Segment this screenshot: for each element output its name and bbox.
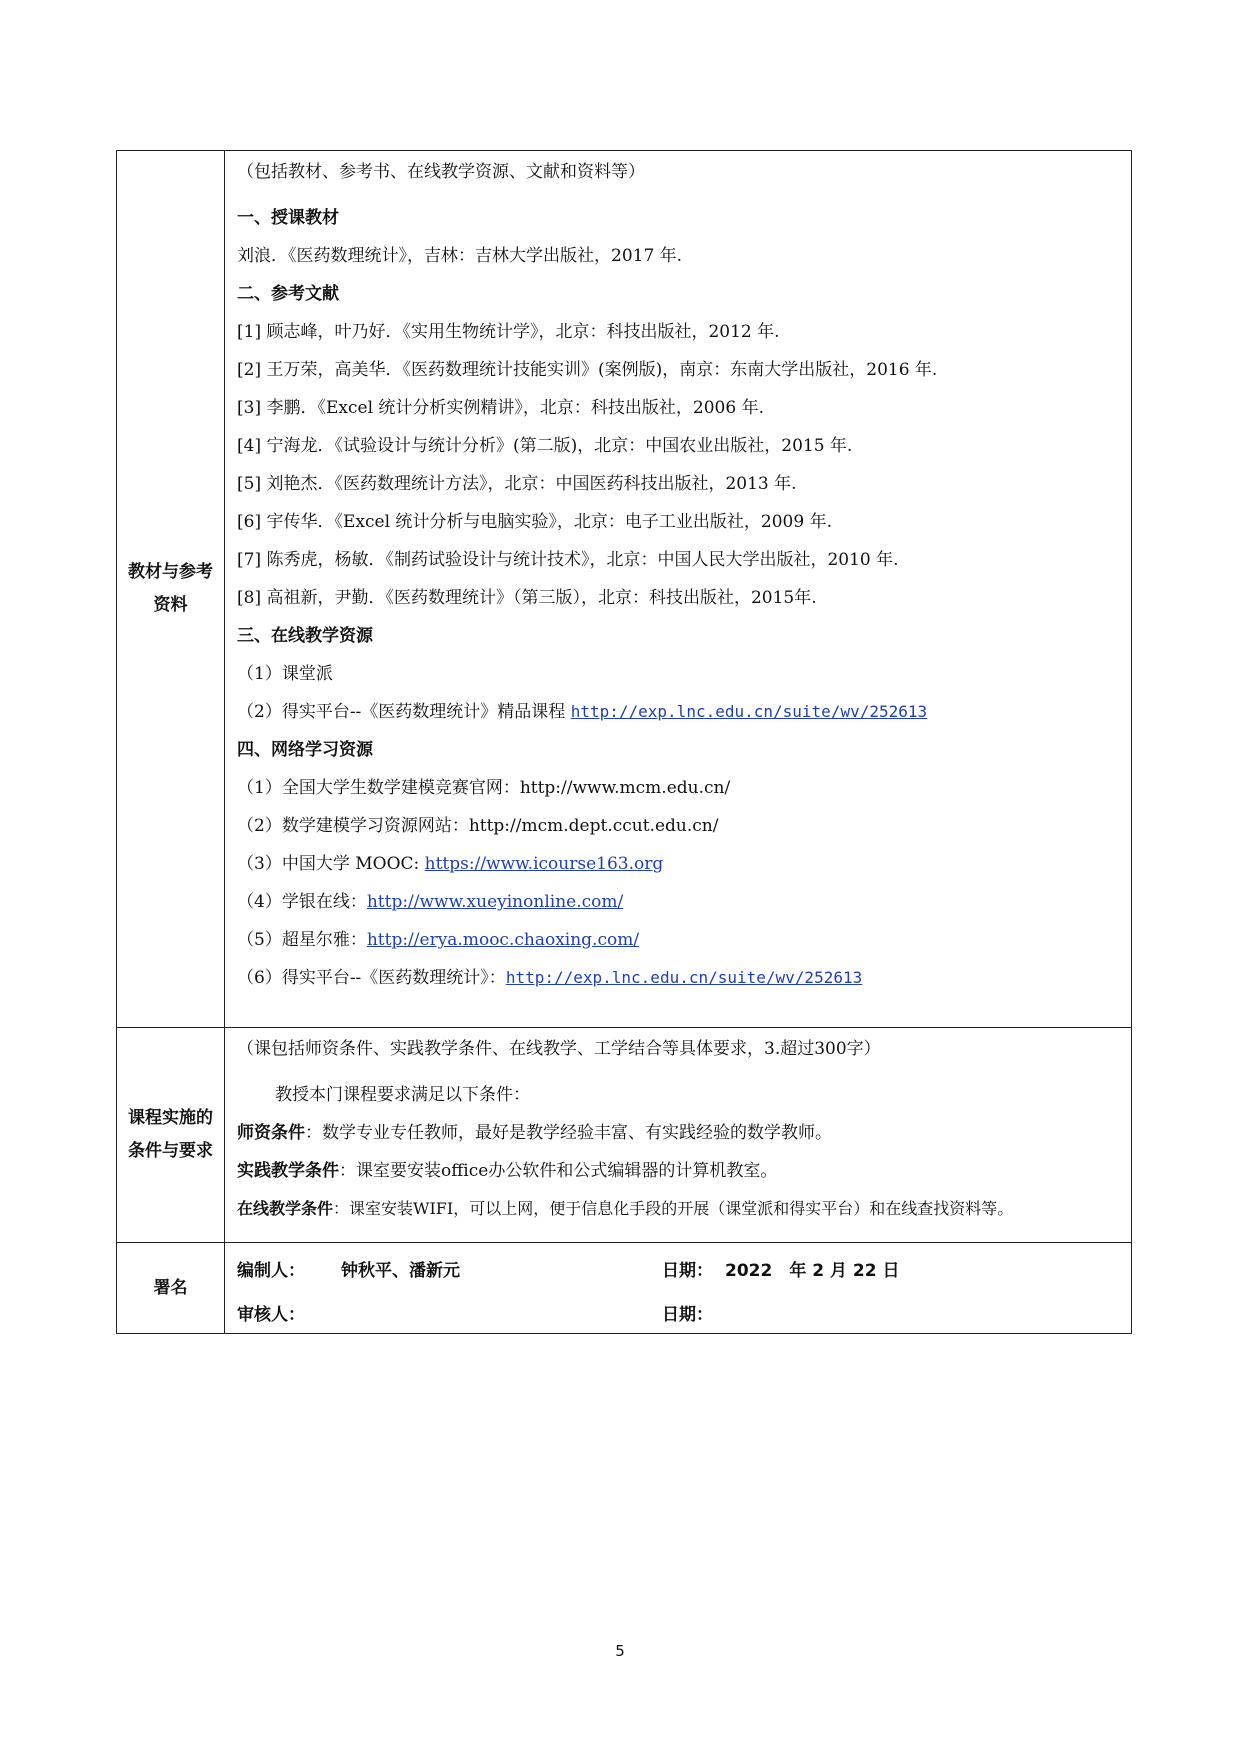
ref-item: [8] 高祖新，尹勤．《医药数理统计》（第三版），北京：科技出版社，2015年. [237, 588, 817, 608]
ref-item: [5] 刘艳杰．《医药数理统计方法》，北京：中国医药科技出版社，2013 年. [237, 474, 797, 494]
web-item [237, 807, 1123, 845]
online-heading: 三、在线教学资源 [237, 626, 373, 646]
web-item [237, 959, 1123, 997]
materials-row [117, 151, 1131, 1028]
reviewer-label: 审核人： [237, 1305, 305, 1325]
materials-note: （包括教材、参考书、在线教学资源、文献和资料等） [237, 162, 645, 182]
web-item-text: （3）中国大学 MOOC: [237, 854, 425, 874]
course-info-table [116, 150, 1132, 1334]
condition-item [237, 1190, 1123, 1228]
signature-row [117, 1243, 1131, 1333]
condition-key: 师资条件 [237, 1123, 305, 1143]
xueyin-link[interactable]: http://www.xueyinonline.com/ [366, 892, 624, 912]
condition-value: ：课室要安装office办公软件和公式编辑器的计算机教室。 [339, 1161, 778, 1181]
condition-key: 实践教学条件 [237, 1161, 339, 1181]
editor-line [237, 1251, 1123, 1295]
page-number: 5 [615, 1642, 625, 1660]
web-heading: 四、网络学习资源 [237, 740, 373, 760]
date-label: 日期： [662, 1261, 713, 1281]
web-item-text: （5）超星尔雅： [237, 930, 367, 950]
materials-label: 教材与参考资料 [117, 151, 225, 1027]
ref-item: [4] 宁海龙．《试验设计与统计分析》(第二版)，北京：中国农业出版社，2015 年. [237, 436, 853, 456]
signature-content [225, 1243, 1131, 1333]
condition-value: ：数学专业专任教师，最好是教学经验丰富、有实践经验的数学教师。 [305, 1123, 832, 1143]
editor-value: 钟秋平、潘新元 [341, 1261, 460, 1281]
reviewer-line [237, 1295, 1123, 1339]
ref-item: [6] 宇传华．《Excel 统计分析与电脑实验》，北京：电子工业出版社，2009 年. [237, 512, 832, 532]
condition-item [237, 1152, 1123, 1190]
signature-label: 署名 [117, 1243, 225, 1333]
materials-content [225, 151, 1131, 1027]
online-item [237, 655, 1123, 693]
web-item-text: （2）数学建模学习资源网站：http://mcm.dept.ccut.edu.cn/ [237, 816, 719, 836]
erya-link[interactable]: http://erya.mooc.chaoxing.com/ [366, 930, 640, 950]
implementation-label: 课程实施的条件与要求 [117, 1028, 225, 1242]
online-item-text: （2）得实平台--《医药数理统计》精品课程 [237, 702, 571, 722]
condition-key: 在线教学条件 [237, 1199, 334, 1218]
web-item [237, 845, 1123, 883]
web-item [237, 769, 1123, 807]
textbook-entry: 刘浪．《医药数理统计》，吉林：吉林大学出版社，2017 年. [237, 246, 683, 266]
condition-value: ：课室安装WIFI，可以上网，便于信息化手段的开展（课堂派和得实平台）和在线查找资料等。 [333, 1199, 1014, 1218]
web-item [237, 883, 1123, 921]
ref-item: [2] 王万荣，高美华．《医药数理统计技能实训》(案例版)，南京：东南大学出版社，2016 年. [237, 360, 938, 380]
implementation-note: （课包括师资条件、实践教学条件、在线教学、工学结合等具体要求，3.超过300字） [237, 1039, 881, 1059]
textbook-heading: 一、授课教材 [237, 208, 339, 228]
icourse-link[interactable]: https://www.icourse163.org [424, 854, 664, 874]
date2-label: 日期： [662, 1305, 713, 1325]
online-item-text: （1）课堂派 [237, 664, 333, 684]
implementation-row [117, 1028, 1131, 1243]
condition-item [237, 1114, 1123, 1152]
editor-label: 编制人： [237, 1261, 305, 1281]
web-item-text: （1）全国大学生数学建模竞赛官网：http://www.mcm.edu.cn/ [237, 778, 731, 798]
deshi-course-link[interactable]: http://exp.lnc.edu.cn/suite/wv/252613 [570, 702, 928, 721]
refs-heading: 二、参考文献 [237, 284, 339, 304]
ref-item: [3] 李鹏．《Excel 统计分析实例精讲》，北京：科技出版社，2006 年. [237, 398, 764, 418]
web-item-text: （4）学银在线： [237, 892, 367, 912]
ref-item: [7] 陈秀虎，杨敏．《制药试验设计与统计技术》，北京：中国人民大学出版社，2010 年. [237, 550, 899, 570]
deshi-link[interactable]: http://exp.lnc.edu.cn/suite/wv/252613 [505, 968, 863, 987]
implementation-intro: 教授本门课程要求满足以下条件： [275, 1085, 530, 1105]
implementation-content [225, 1028, 1131, 1242]
date-value: 2022 年 2 月 22 日 [725, 1261, 900, 1281]
ref-item: [1] 顾志峰，叶乃好．《实用生物统计学》，北京：科技出版社，2012 年. [237, 322, 780, 342]
web-item [237, 921, 1123, 959]
web-item-text: （6）得实平台--《医药数理统计》： [237, 968, 506, 988]
online-item [237, 693, 1123, 731]
